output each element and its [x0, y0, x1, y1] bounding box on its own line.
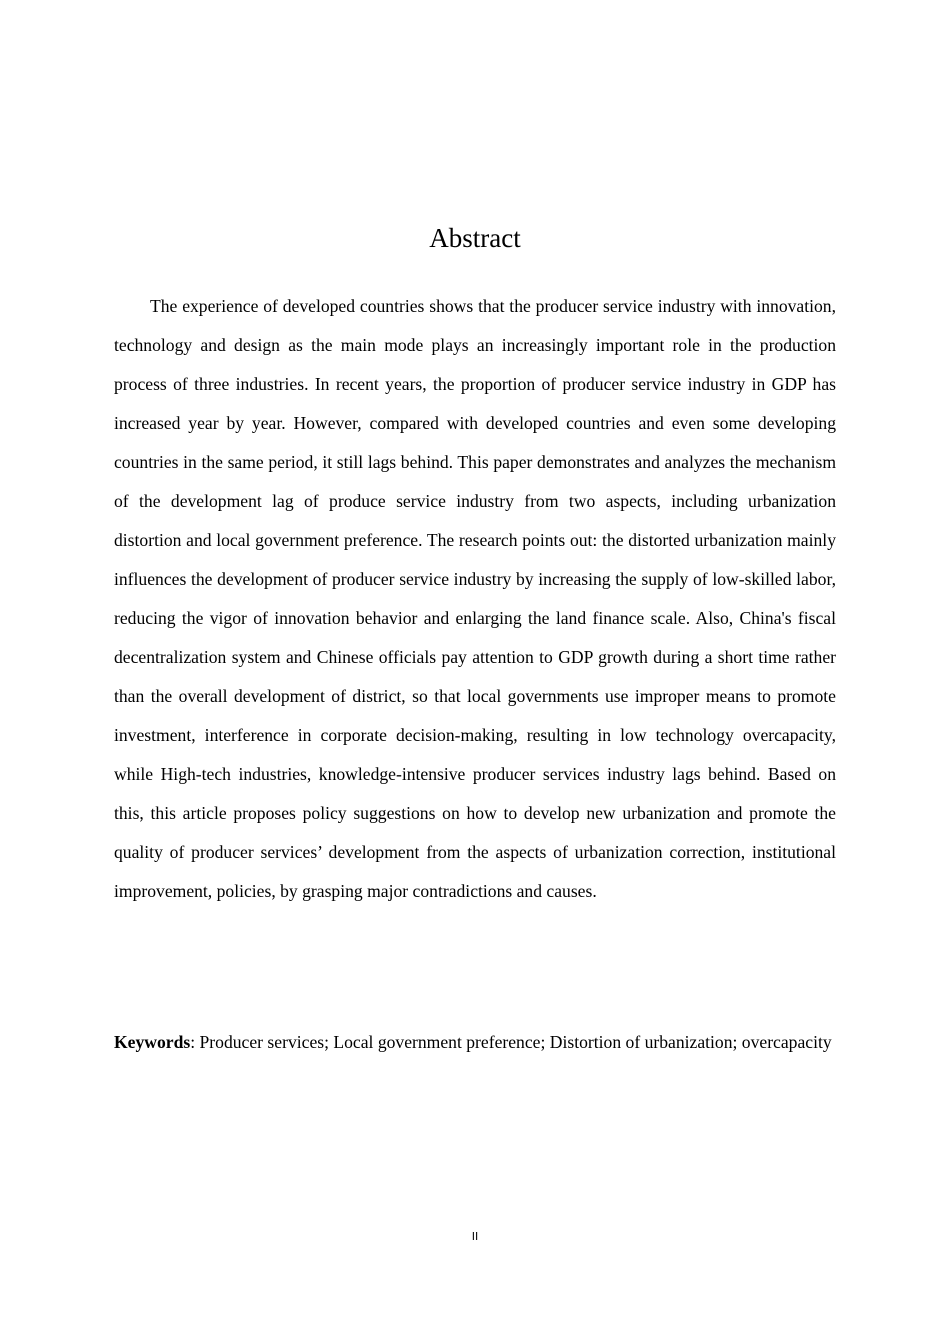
abstract-body: The experience of developed countries shows that the producer service industry with innovation, technology and design as the main mode plays an increasingly important role in the production process of three industries. In recent years, the proportion of producer service industry in GDP has increased year by year. However, compared with developed countries and even some developing countries in the same period, it still lags behind. This paper demonstrates and analyzes the mechanism of the development lag of produce service industry from two aspects, including urbanization distortion and local government preference. The research points out: the distorted urbanization mainly influences the development of producer service industry by increasing the supply of low-skilled labor, reducing the vigor of innovation behavior and enlarging the land finance scale. Also, China's fiscal decentralization system and Chinese officials pay attention to GDP growth during a short time rather than the overall development of district, so that local governments use improper means to promote investment, interference in corporate decision-making, resulting in low technology overcapacity, while High-tech industries, knowledge-intensive producer services industry lags behind. Based on this, this article proposes policy suggestions on how to develop new urbanization and promote the quality of producer services’ development from the aspects of urbanization correction, institutional improvement, policies, by grasping major contradictions and causes. — [114, 296, 836, 901]
keywords-line — [114, 1023, 836, 1062]
abstract-title: Abstract — [429, 223, 521, 253]
page-number: II — [471, 1230, 479, 1243]
keywords-text: : Producer services; Local government preference; Distortion of urbanization; overcapacity — [190, 1032, 832, 1052]
keywords-label: Keywords — [114, 1032, 191, 1052]
